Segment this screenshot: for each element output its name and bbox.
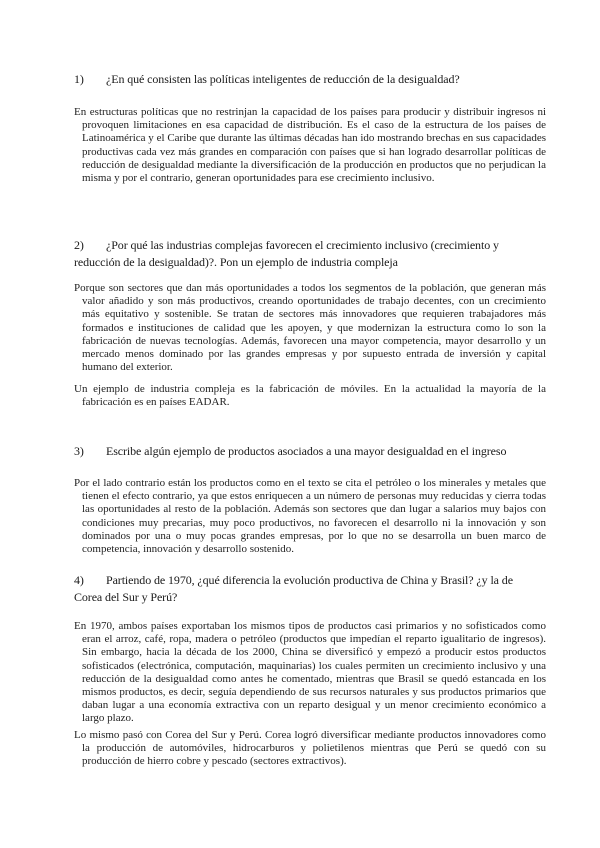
question-text: ¿En qué consisten las políticas inteligentes de reducción de la desigualdad? <box>106 72 460 86</box>
answer-3-paragraph-1: Por el lado contrario están los productos como en el texto se cita el petróleo o los minerales y metales que tienen el efecto contrario, ya que estos enriquecen a un número de personas muy reducidas y cierra todas las oportunidades al resto de la población. Además son sectores que dan lugar a salarios muy bajos con condiciones muy precarias, muy poco productivos, no favorecen el desarrollo ni la innovación y son dominados por una o muy pocas grandes empresas, por lo que no se desarrolla un buen marco de competencia, innovación y desarrollo sostenido. <box>74 477 546 556</box>
answer-1-paragraph-1: En estructuras políticas que no restrinjan la capacidad de los países para producir y distribuir ingresos ni provoquen limitaciones en esa capacidad de distribución. Es el caso de la estructura de los países de Latinoamérica y el Caribe que durante las últimas décadas han ido mostrando brechas en sus capacidades productivas cada vez más grandes en comparación con países que si han logrado desarrollar políticas de reducción de desigualdad mediante la diversificación de la producción en productos que no perjudican la misma y por el contrario, generan oportunidades para ese crecimiento inclusivo. <box>74 106 546 185</box>
question-number: 4) <box>74 573 84 587</box>
question-1-heading <box>74 71 534 88</box>
question-text: Escribe algún ejemplo de productos asociados a una mayor desigualdad en el ingreso <box>106 444 507 458</box>
question-text: ¿Por qué las industrias complejas favorecen el crecimiento inclusivo (crecimiento y reducción de la desigualdad)?. Pon un ejemplo de industria compleja <box>74 238 499 269</box>
question-number: 3) <box>74 444 84 458</box>
question-2-heading <box>74 237 526 271</box>
answer-2-paragraph-1: Porque son sectores que dan más oportunidades a todos los segmentos de la población, que generan más valor añadido y son más productivos, creando oportunidades de trabajo decentes, con un crecimiento más equitativo y sostenible. Se tratan de sectores más innovadores que requieren trabajadores más formados e instituciones de calidad que les apoyen, y que modernizan la estructura como lo son la fabricación de nuevas tecnologías. Además, favorecen una mayor competencia, mayor desarrollo y un mercado menos dominado por las grandes empresas y por supuesto entrada de inversión y capital humano del exterior. <box>74 282 546 374</box>
question-3-heading <box>74 443 534 460</box>
question-number: 2) <box>74 238 84 252</box>
question-number: 1) <box>74 72 84 86</box>
answer-2-paragraph-2: Un ejemplo de industria compleja es la fabricación de móviles. En la actualidad la mayoría de la fabricación es en países EADAR. <box>74 383 546 409</box>
answer-4-paragraph-2: Lo mismo pasó con Corea del Sur y Perú. Corea logró diversificar mediante productos innovadores como la producción de automóviles, hidrocarburos y polietilenos mientras que Perú se quedó con su producción de hierro cobre y pescado (sectores extractivos). <box>74 729 546 768</box>
answer-4-paragraph-1: En 1970, ambos países exportaban los mismos tipos de productos casi primarios y no sofisticados como eran el arroz, café, ropa, madera o petróleo (productos que impedían el reparto igualitario de ingresos). Sin embargo, hacia la década de los 2000, China se diversificó y empezó a producir estos productos sofisticados (electrónica, computación, maquinarias) los cuales permiten un crecimiento inclusivo y una reducción de la desigualdad como antes he comentado, mientras que Brasil se quedó estancada en los mismos productos, es decir, seguía dependiendo de sus recursos naturales y sus productos primarios que daban lugar a una economía extractiva con un reparto desigual y un menor crecimiento económico a largo plazo. <box>74 620 546 725</box>
question-4-heading <box>74 572 526 606</box>
question-text: Partiendo de 1970, ¿qué diferencia la evolución productiva de China y Brasil? ¿y la de Corea del Sur y Perú? <box>74 573 513 604</box>
